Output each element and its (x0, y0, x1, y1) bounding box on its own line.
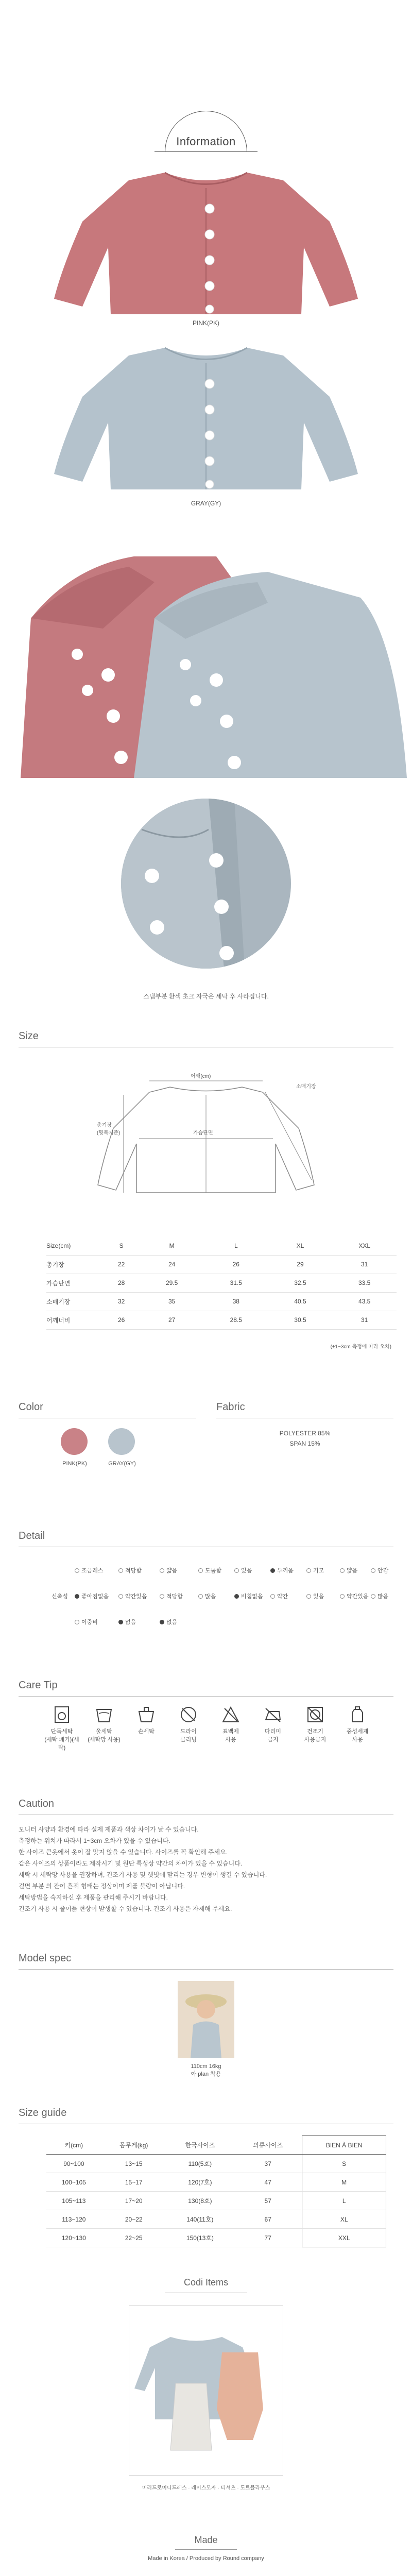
detail-row-label: 신축성 (52, 1594, 68, 1600)
size-cell: 소매기장 (46, 1292, 103, 1311)
size-cell: 28.5 (204, 1311, 268, 1329)
detail-option (340, 1566, 357, 1574)
made-rule (175, 2549, 237, 2550)
detail-option-label: 얇음 (166, 1568, 178, 1574)
radio-dot (340, 1594, 345, 1599)
diagram-shoulder-label: 어깨(cm) (191, 1074, 211, 1079)
garment-pink-caption: PINK(PK) (192, 319, 219, 327)
care-item (252, 1705, 294, 1743)
care-item (295, 1705, 336, 1743)
information-header (0, 0, 412, 149)
detail-option (306, 1566, 324, 1574)
garment-gray (0, 330, 412, 515)
table-row (46, 1311, 397, 1329)
size-cell: 33.5 (332, 1274, 397, 1292)
detail-option-label: 적당함 (166, 1594, 183, 1600)
detail-option-label: 얇음 (347, 1568, 358, 1574)
radio-dot (270, 1594, 275, 1599)
caution-line: 같은 사이즈의 상품이라도 제작시기 및 원단 특성상 약간의 차이가 있을 수 있습니다. (19, 1860, 243, 1867)
detail-label: Detail (19, 1530, 45, 1541)
model-section (0, 1942, 412, 2097)
size-cell: 30.5 (268, 1311, 333, 1329)
radio-dot-selected (75, 1594, 79, 1599)
closeup-photo (0, 536, 412, 778)
guide-cell: 130(8호) (166, 2192, 234, 2210)
guide-cell: 37 (234, 2155, 302, 2173)
guide-cell: 120(7호) (166, 2173, 234, 2192)
table-row (46, 2192, 386, 2210)
caution-list (19, 1824, 393, 1914)
caution-section (0, 1788, 412, 1942)
care-item (41, 1705, 82, 1752)
fabric-label: Fabric (216, 1401, 245, 1413)
radio-dot (160, 1594, 164, 1599)
laundry-machine-icon (53, 1705, 71, 1724)
detail-option (371, 1566, 388, 1574)
color-label: Color (19, 1401, 43, 1413)
detail-option-label: 있음 (241, 1568, 252, 1574)
detail-option-label: 기모 (313, 1568, 324, 1574)
detail-option (234, 1592, 263, 1600)
radio-dot (234, 1568, 239, 1573)
size-cell: 32.5 (268, 1274, 333, 1292)
dry-clean-icon (179, 1705, 198, 1724)
size-header-cell: Size(cm) (46, 1236, 103, 1255)
swatch-pink-name: PINK(PK) (62, 1461, 87, 1467)
guide-header-cell: 의류사이즈 (234, 2136, 302, 2155)
detail-option-label: 많음 (377, 1594, 389, 1600)
detail-option (75, 1592, 109, 1600)
size-cell: 총기장 (46, 1255, 103, 1274)
guide-cell: L (302, 2192, 386, 2210)
guide-cell: M (302, 2173, 386, 2192)
size-cell: 22 (103, 1255, 140, 1274)
size-cell: 38 (204, 1292, 268, 1311)
care-item (168, 1705, 209, 1743)
detail-section (0, 1520, 412, 1669)
garment-gray-caption: GRAY(GY) (191, 500, 221, 507)
detail-option (270, 1566, 294, 1574)
detail-option (118, 1566, 142, 1574)
table-row (46, 2229, 386, 2247)
codi-title: Codi Items (183, 2277, 229, 2287)
size-cell: 31.5 (204, 1274, 268, 1292)
detail-option-label: 있음 (313, 1594, 324, 1600)
care-item (126, 1705, 167, 1735)
size-cell: 31 (332, 1255, 397, 1274)
detail-option (160, 1566, 177, 1574)
radio-dot-selected (118, 1620, 123, 1624)
guide-cell: XXL (302, 2229, 386, 2247)
swatch-gray-name: GRAY(GY) (108, 1461, 136, 1467)
gray-cardigan-illustration (41, 335, 371, 500)
guide-header (46, 2136, 386, 2155)
guide-header-cell: 한국사이즈 (166, 2136, 234, 2155)
guide-cell: 20~22 (101, 2210, 166, 2229)
guide-cell: 15~17 (101, 2173, 166, 2192)
guide-cell: 110(5호) (166, 2155, 234, 2173)
guide-cell: 17~20 (101, 2192, 166, 2210)
circle-detail-section (0, 783, 412, 1020)
guide-cell: 57 (234, 2192, 302, 2210)
table-row (46, 1292, 397, 1311)
radio-dot-selected (234, 1594, 239, 1599)
size-cell: 29.5 (140, 1274, 204, 1292)
detail-option (270, 1592, 288, 1600)
bleach-icon (221, 1705, 240, 1724)
guide-cell: 140(11호) (166, 2210, 234, 2229)
detail-option (160, 1618, 177, 1626)
care-item-label: 손세탁 (138, 1728, 154, 1735)
circle-detail-photo (121, 799, 291, 969)
care-item-label: 다리미 금지 (265, 1728, 281, 1743)
guide-cell: 77 (234, 2229, 302, 2247)
care-rule (19, 1696, 393, 1697)
radio-dot (306, 1594, 311, 1599)
guide-cell: 150(13호) (166, 2229, 234, 2247)
codi-section (0, 2267, 412, 2519)
detail-row (52, 1587, 391, 1604)
size-cell: 가슴단면 (46, 1274, 103, 1292)
size-header-cell: XXL (332, 1236, 397, 1255)
radio-dot-selected (160, 1620, 164, 1624)
detail-option (118, 1592, 147, 1600)
caution-line: 한 사이즈 큰옷에서 옷이 잘 맞지 않을 수 있습니다. 사이즈를 꼭 확인해 주세요. (19, 1849, 228, 1856)
size-header-cell: L (204, 1236, 268, 1255)
guide-section (0, 2097, 412, 2267)
table-row (46, 2210, 386, 2229)
detail-option-label: 약간있음 (125, 1594, 147, 1600)
care-label: Care Tip (19, 1680, 58, 1691)
size-cell: 40.5 (268, 1292, 333, 1311)
guide-cell: 105~113 (46, 2192, 101, 2210)
detail-option-label: 이중비 (81, 1619, 98, 1625)
guide-cell: XL (302, 2210, 386, 2229)
detail-option-label: 약간 (277, 1594, 288, 1600)
detail-option (75, 1566, 104, 1574)
detail-option-label: 없음 (166, 1619, 178, 1625)
fabric-line: POLYESTER 85% (279, 1430, 331, 1437)
diagram-sleeve-label: 소매기장 (296, 1084, 316, 1090)
caution-line: 건조기 사용 시 줄어듦 현상이 발생할 수 있습니다. 건조기 사용은 자제해 주세요. (19, 1905, 232, 1912)
care-item-label: 드라이 클리닝 (180, 1728, 197, 1743)
radio-dot (340, 1568, 345, 1573)
detail-option (234, 1566, 252, 1574)
size-cell: 27 (140, 1311, 204, 1329)
radio-dot (371, 1568, 375, 1573)
size-cell: 31 (332, 1311, 397, 1329)
garment-pink (0, 149, 412, 330)
swatch-gray (108, 1428, 135, 1455)
size-header-cell: XL (268, 1236, 333, 1255)
caution-label: Caution (19, 1798, 54, 1809)
detail-option (198, 1592, 216, 1600)
made-title: Made (194, 2535, 218, 2545)
guide-cell: 100~105 (46, 2173, 101, 2192)
detail-option (75, 1618, 98, 1626)
table-row (46, 2173, 386, 2192)
care-icon-row (41, 1705, 381, 1777)
model-rule (19, 1969, 393, 1970)
radio-dot (306, 1568, 311, 1573)
size-cell: 43.5 (332, 1292, 397, 1311)
detail-option-label: 많음 (205, 1594, 216, 1600)
closeup-photo-section (0, 515, 412, 783)
detail-option-label: 안감 (377, 1568, 389, 1574)
table-row (46, 1255, 397, 1274)
hand-wash-icon (137, 1705, 156, 1724)
detail-option-label: 비침없음 (241, 1594, 263, 1600)
size-cell: 어깨너비 (46, 1311, 103, 1329)
care-item-label: 울세탁 (세탁망 사용) (88, 1728, 121, 1743)
guide-label: Size guide (19, 2107, 67, 2119)
detail-option-label: 적당함 (125, 1568, 142, 1574)
guide-header-cell: BIEN À BIEN (302, 2136, 386, 2155)
detail-option (306, 1592, 324, 1600)
radio-dot (371, 1594, 375, 1599)
table-row (46, 1274, 397, 1292)
detergent-icon (348, 1705, 367, 1724)
size-table-header (46, 1236, 397, 1255)
radio-dot (198, 1568, 203, 1573)
detail-option-label: 없음 (125, 1619, 136, 1625)
guide-cell: 47 (234, 2173, 302, 2192)
care-item (83, 1705, 125, 1743)
wool-wash-icon (95, 1705, 113, 1724)
swatch-pink (61, 1428, 88, 1455)
care-section (0, 1669, 412, 1788)
size-cell: 35 (140, 1292, 204, 1311)
care-item-label: 단독세탁 (세탁 폐기)(세탁) (44, 1728, 79, 1751)
care-item (210, 1705, 251, 1743)
detail-option-label: 조금레스 (81, 1568, 104, 1574)
iron-icon (264, 1705, 282, 1724)
size-cell: 26 (103, 1311, 140, 1329)
detail-note: 스냅부분 환색 초크 자국은 세탁 후 사라집니다. (143, 993, 269, 1000)
caution-line: 모니터 사양과 환경에 따라 실제 제품과 색상 차이가 날 수 있습니다. (19, 1826, 199, 1833)
guide-cell: 22~25 (101, 2229, 166, 2247)
radio-dot (160, 1568, 164, 1573)
size-header-cell: S (103, 1236, 140, 1255)
tumble-dry-icon (306, 1705, 324, 1724)
radio-dot (75, 1620, 79, 1624)
detail-option-label: 약간있음 (347, 1594, 369, 1600)
care-item-label: 표백제 사용 (222, 1728, 239, 1743)
size-diagram (93, 1072, 319, 1200)
size-cell: 32 (103, 1292, 140, 1311)
size-cell: 29 (268, 1255, 333, 1274)
made-line: Made in Korea / Produced by Round company (148, 2555, 264, 2562)
size-cell: 24 (140, 1255, 204, 1274)
radio-dot (118, 1594, 123, 1599)
codi-frame (129, 2306, 283, 2476)
size-header-cell: M (140, 1236, 204, 1255)
care-item-label: 중성세제 사용 (346, 1728, 369, 1743)
size-cell: 26 (204, 1255, 268, 1274)
fabric-line: SPAN 15% (289, 1440, 320, 1447)
information-title: Information (176, 135, 236, 148)
size-section (0, 1020, 412, 1391)
detail-option-label: 좋아짐없음 (81, 1594, 109, 1600)
caution-line: 세탁 시 세탁망 사용을 권장하며, 건조기 사용 및 햇빛에 말리는 경우 변형이 생길 수 있습니다. (19, 1871, 267, 1878)
detail-row (52, 1561, 391, 1579)
guide-cell: S (302, 2155, 386, 2173)
guide-cell: 90~100 (46, 2155, 101, 2173)
size-cell: 28 (103, 1274, 140, 1292)
pink-cardigan-illustration (41, 160, 371, 325)
codi-caption: 미러드로미니드레스 · 레이스모자 · 티셔츠 · 도트블라우스 (142, 2485, 270, 2491)
detail-option (118, 1618, 136, 1626)
size-table (46, 1236, 397, 1330)
caution-line: 측정하는 위치가 따라서 1~3cm 오차가 있을 수 있습니다. (19, 1837, 170, 1844)
model-photo (178, 1981, 234, 2058)
model-caption: 110cm 16kg 아 plan 착용 (191, 2063, 221, 2077)
radio-dot (198, 1594, 203, 1599)
guide-header-cell: 키(cm) (46, 2136, 101, 2155)
detail-option (160, 1592, 183, 1600)
radio-dot-selected (270, 1568, 275, 1573)
guide-cell: 113~120 (46, 2210, 101, 2229)
detail-option (198, 1566, 221, 1574)
diagram-length-label: 총기장 (뒷목기준) (97, 1123, 121, 1136)
detail-row (52, 1613, 391, 1630)
care-item (337, 1705, 378, 1743)
size-guide-table (46, 2136, 386, 2247)
codi-illustration (129, 2306, 283, 2461)
guide-cell: 120~130 (46, 2229, 101, 2247)
caution-line: 겉면 부분 의 잔여 흔적 형태는 정상이며 제품 불량이 아닙니다. (19, 1883, 185, 1890)
guide-cell: 67 (234, 2210, 302, 2229)
color-fabric-section (0, 1391, 412, 1520)
size-note: (±1~3cm 측정에 따라 오차) (330, 1344, 391, 1350)
detail-option-label: 도톰함 (205, 1568, 221, 1574)
guide-cell: 13~15 (101, 2155, 166, 2173)
model-label: Model spec (19, 1953, 72, 1964)
guide-header-cell: 몸무게(kg) (101, 2136, 166, 2155)
radio-dot (118, 1568, 123, 1573)
radio-dot (75, 1568, 79, 1573)
detail-option-label: 두꺼움 (277, 1568, 294, 1574)
made-section (0, 2519, 412, 2576)
detail-option (371, 1592, 388, 1600)
diagram-chest-label: 가슴단면 (193, 1130, 213, 1136)
caution-line: 세탁방법을 숙지하신 후 제품을 관리해 주시기 바랍니다. (19, 1894, 168, 1901)
size-label: Size (19, 1030, 39, 1042)
detail-option (340, 1592, 369, 1600)
table-row (46, 2155, 386, 2173)
care-item-label: 건조기 사용금지 (304, 1728, 327, 1743)
